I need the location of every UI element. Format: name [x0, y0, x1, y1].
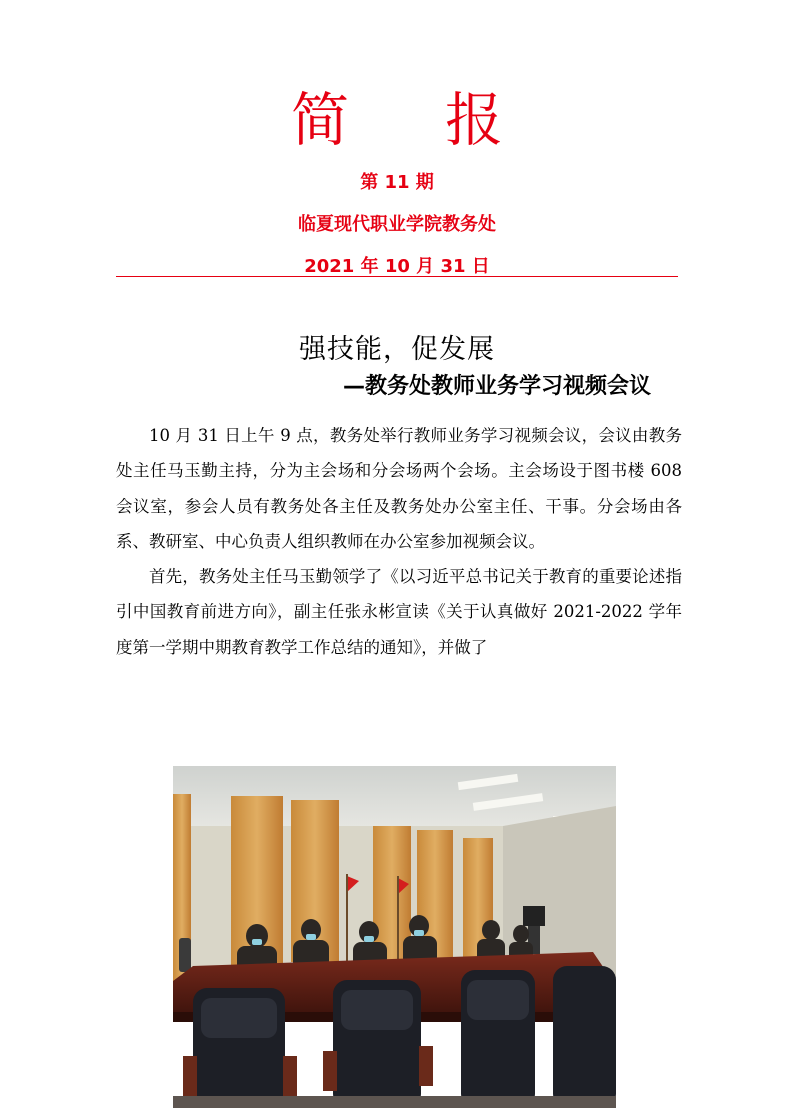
article-body — [116, 418, 682, 665]
masthead-char-left: 简 — [290, 86, 349, 154]
issue-number: 第 11 期 — [360, 172, 434, 193]
masthead-title — [0, 88, 794, 152]
publish-date: 2021 年 10 月 31 日 — [304, 256, 490, 277]
paragraph: 10 月 31 日上午 9 点，教务处举行教师业务学习视频会议，会议由教务处主任马玉勤主持，分为主会场和分会场两个会场。主会场设于图书楼 608 会议室，参会人员有教务处各主任及教务处办公室主任、干事。分会场由各系、教研室、中心负责人组织教师在办公室参加视频会议。 — [116, 426, 682, 551]
meeting-photo — [173, 766, 616, 1108]
masthead-char-right: 报 — [445, 86, 504, 154]
department-name: 临夏现代职业学院教务处 — [298, 214, 496, 235]
paragraph: 首先，教务处主任马玉勤领学了《以习近平总书记关于教育的重要论述指引中国教育前进方向》，副主任张永彬宣读《关于认真做好 2021-2022 学年度第一学期中期教育教学工作总结的通知》，并做了 — [116, 567, 682, 657]
header-divider — [116, 276, 678, 277]
article-title: 强技能，促发展 — [299, 334, 495, 365]
article-subtitle: —教务处教师业务学习视频会议 — [343, 374, 652, 399]
